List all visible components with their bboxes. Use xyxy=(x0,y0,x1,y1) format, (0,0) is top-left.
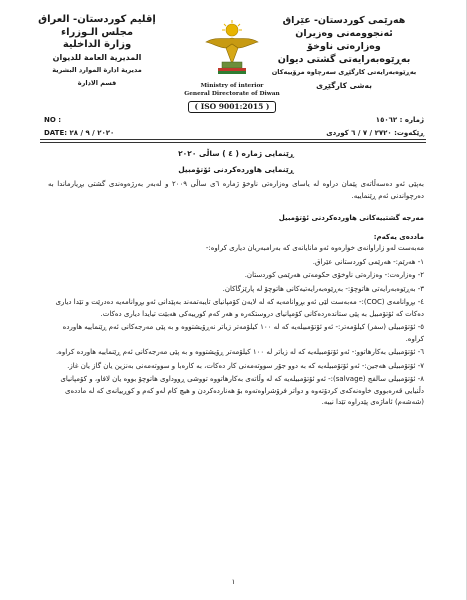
header-ku-council: ئەنجوومەنی وەزیران xyxy=(295,28,393,39)
header-ku-directorate: بەڕێوەبەرایەتی گشتی دیوان xyxy=(277,54,411,65)
iso-badge: ( ISO 9001:2015 ) xyxy=(188,101,277,113)
document-body xyxy=(48,148,424,411)
kurdistan-emblem-icon xyxy=(200,18,264,76)
directorate-en: General Directorate of Diwan xyxy=(184,91,280,97)
header-divider xyxy=(40,139,426,140)
page-number: ١ xyxy=(231,578,236,586)
definition-item: ٨- ئۆتۆمبیلی سالفج (salvage):- ئەو ئۆتۆمبیلەیە کە لە وڵاتەی بەکارهاتووە تووشی ڕووداوی هاتوچۆ بووە یان لافاو، و کۆمپانیای دڵنیایی قەرەبووی خاوەنەکەی کردۆتەوە و دواتر فرۆشراوەتەوە بۆ هەناردەکردن و هیچ کام لەو کەم و کوڕییانەی کە لە ماددەی (شەشەم) ئاماژەی پێدراوە تێدا نییە. xyxy=(60,375,424,406)
header-ar-ministry: وزارة الداخلية xyxy=(62,39,132,50)
header-ku-hr: بەڕێوەبەرایەتی کارگێڕی سەرچاوە مرۆییەکان xyxy=(271,68,417,76)
definition-item: ٣- بەڕێوەبەرایەتی هاتوچۆ:- بەڕێوەبەرایەتیەکانی هاتوچۆ لە پارێزگاکان. xyxy=(222,284,424,293)
definition-item: ٧- ئۆتۆمبیلی هەجین:- ئەو ئۆتۆمبیلەیە کە بە دوو جۆر سووتەمەنی کار دەکات، بە کارەبا و سووتەمەنی بەنزین یان گاز یان غاز. xyxy=(67,361,424,370)
ref-no-ku: ژمارە : ١٥٠٦٢ xyxy=(375,116,424,124)
header-ar-council: مجلس الـوزراء xyxy=(60,26,134,38)
ref-date-en: DATE: ٢٠٢٠ / ٩ / ٢٨ xyxy=(44,129,115,137)
definitions-list xyxy=(48,257,424,409)
section-title: مەرجە گشتییەکانی هاوردەکردنی ئۆتۆمبیل xyxy=(278,214,424,222)
header-ar-dept: قسم الادارة xyxy=(77,78,117,87)
ministry-en: Ministry of interior xyxy=(200,83,264,89)
header-ar-region: إقليم كوردستان- العراق xyxy=(38,14,156,25)
header-ku-dept: بەشی کارگێڕی xyxy=(316,81,372,90)
definition-item: ٢- وەزارەت:- وەزارەتی ناوخۆی حکومەتی هەرێمی کوردستان. xyxy=(244,271,424,279)
ref-no-en: NO : xyxy=(44,116,62,124)
definition-item: ١- هەرێم:- هەرێمی کوردستانی عێراق. xyxy=(312,257,424,266)
header-ar-directorate: المديرية العامة للديوان xyxy=(52,52,142,62)
header-ar-hr: مديرية ادارة الموارد البشرية xyxy=(52,66,142,74)
intro-paragraph: بەپێی ئەو دەسەڵاتەی پێمان دراوە لە یاسای وەزارەتی ناوخۆ ژمارە ٦ی ساڵی ٢٠٠٩ و لەبەر بەرژەوەندی گشتی بڕیارماندا بە دەرچواندنی ئەم ڕێنماییە. xyxy=(48,180,424,200)
header-ku-ministry: وەزارەتی ناوخۆ xyxy=(307,41,381,52)
definitions-intro: مەبەست لەو زاراوانەی خوارەوە ئەو مانایانەی کە بەرامبەریان دیاری کراوە:- xyxy=(205,244,424,252)
instruction-subtitle: ڕێنمایی هاوردەکردنی ئۆتۆمبیل xyxy=(178,164,294,174)
definition-item: ٦- ئۆتۆمبیلی بەکارهاتوو:- ئەو ئۆتۆمبیلەیە کە لە زیاتر لە ١٠٠ کیلۆمەتر ڕۆیشتووە و بە پێی مەرجەکانی ئەم ڕێنماییە هاوردە کراوە. xyxy=(55,348,424,356)
header-ku-region: هەرێمی کوردستان- عێراق xyxy=(282,15,406,26)
header-kurdish xyxy=(264,14,424,92)
definition-item: ٤- بڕوانامەی (COC):- مەبەست لێی ئەو بڕوانامەیە کە لە لایەن کۆمپانیای تایبەتمەند بەپێدانی ئەو بڕوانامەیە دەدرێت و تێدا دیاری دەکات کە ئۆتۆمبیل بە پێی ستاندەردەکانی کۆمپانیای دروستکەرە و هەر کەم کورییەکی هەبێت تیایدا دیاری دەکات. xyxy=(55,298,424,318)
article-heading: ماددەی یەکەم: xyxy=(373,232,424,241)
ref-date-ku: ڕێکەوت: ٢٧٢٠ / ٧ / ٦ کوردی xyxy=(326,129,424,137)
header-divider-secondary xyxy=(40,142,426,143)
instruction-title: ڕێنمایی ژمارە ( ٤ ) ساڵی ٢٠٢٠ xyxy=(178,149,294,158)
header-arabic xyxy=(36,14,158,89)
definition-item: ٥- ئۆتۆمبیلی (سفر) کیلۆمەتر:- ئەو ئۆتۆمبیلەیە کە لە ١٠٠ کیلۆمەتر زیاتر نەڕۆیشتووە و بە پێی مەرجەکانی ئەم ڕێنماییە هاوردە کراوە. xyxy=(62,323,424,343)
